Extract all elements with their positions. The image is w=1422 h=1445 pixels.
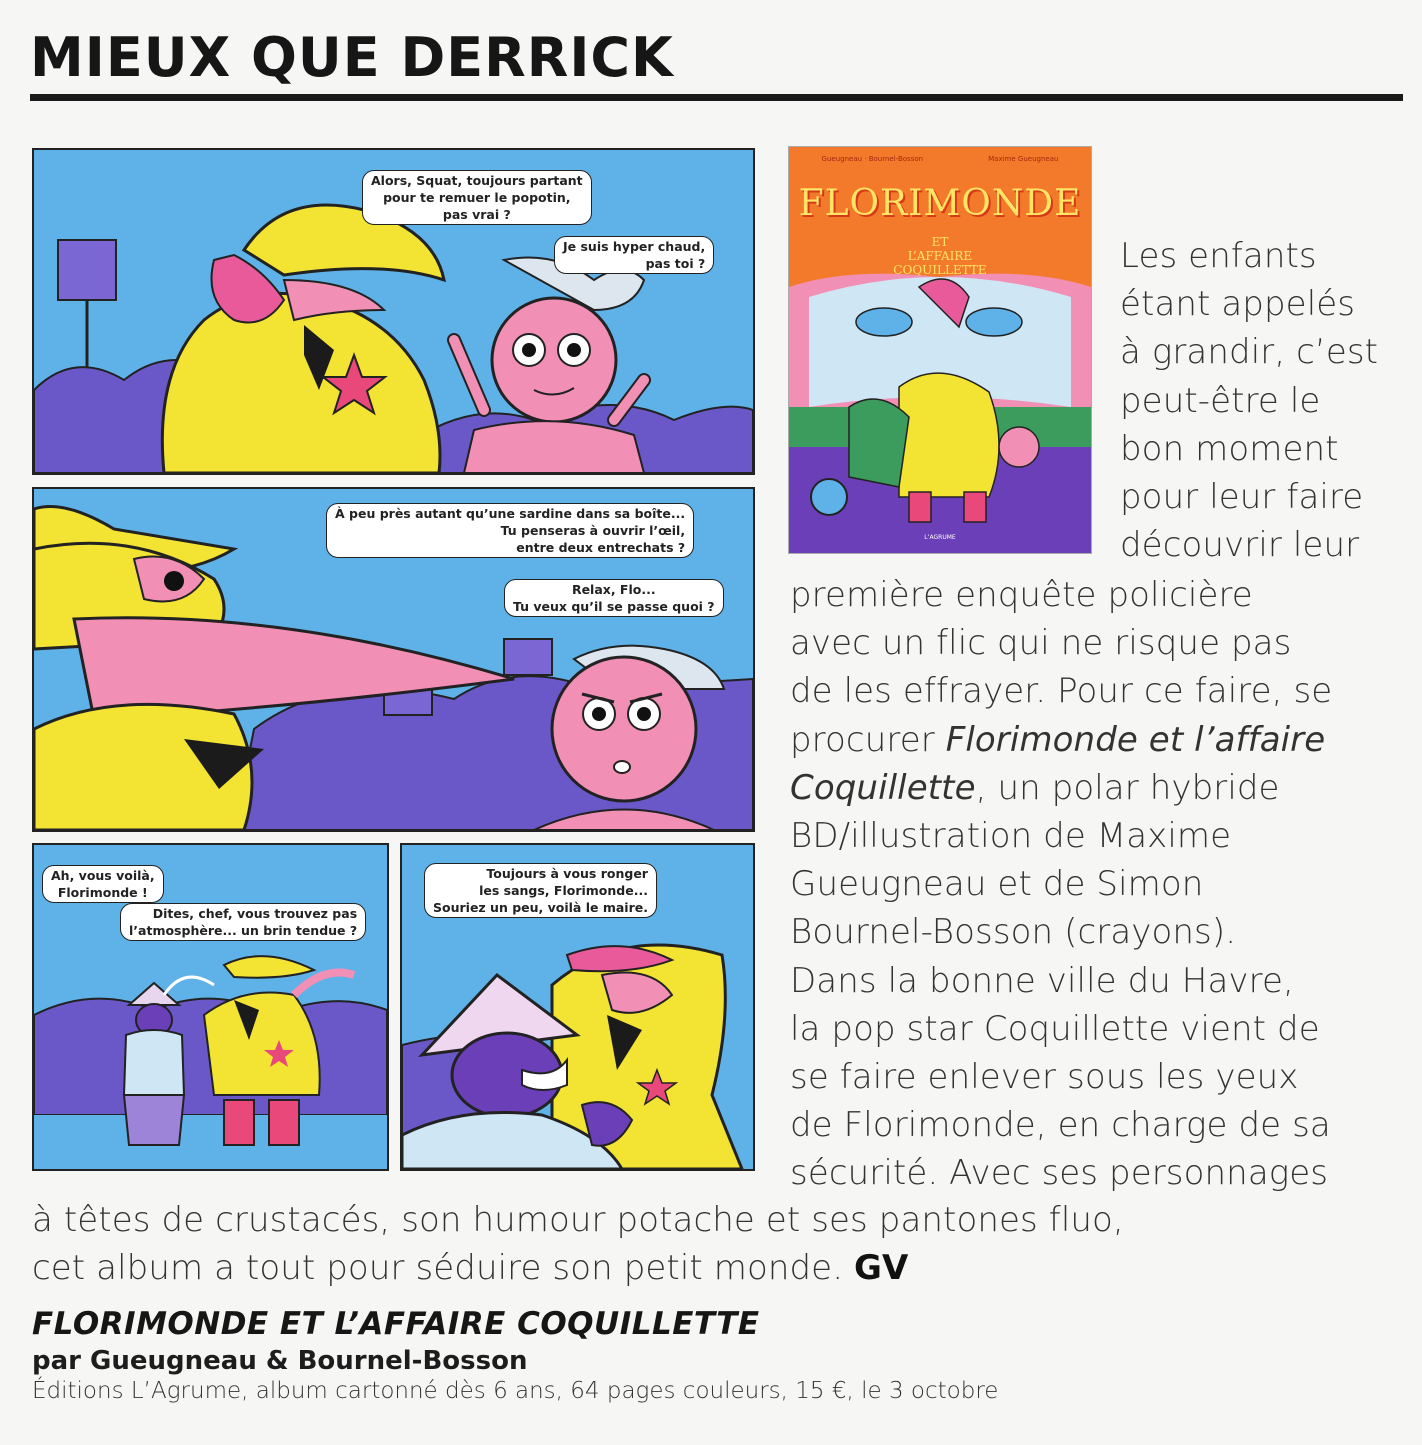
- comic-panel-2: [32, 487, 755, 832]
- speech-bubble: Relax, Flo... Tu veux qu’il se passe quoi ?: [504, 579, 724, 617]
- article-line: découvrir leur: [1120, 525, 1360, 566]
- article-line: première enquête policière: [790, 575, 1253, 615]
- speech-bubble: À peu près autant qu’une sardine dans sa boîte... Tu penseras à ouvrir l’œil, entre deux entrechats ?: [326, 503, 694, 558]
- headline-rule: [30, 94, 1403, 101]
- book-title: FLORIMONDE ET L’AFFAIRE COQUILLETTE: [32, 1306, 760, 1342]
- speech-bubble: Dites, chef, vous trouvez pas l’atmosphère... un brin tendue ?: [120, 903, 366, 941]
- article-text-wide: [790, 571, 1410, 1198]
- book-authors: par Gueugneau & Bournel-Bosson: [32, 1346, 528, 1376]
- cover-subtitle: ET L’AFFAIRE COQUILLETTE: [893, 235, 987, 277]
- article-line: Gueugneau et de Simon: [790, 864, 1204, 905]
- article-line: se faire enlever sous les yeux: [790, 1057, 1299, 1098]
- cover-title: FLORIMONDE: [798, 183, 1082, 224]
- cover-authors: Gueugneau · Bournel-Bosson Maxime Gueugneau: [821, 155, 1059, 163]
- article-text-column: [1120, 232, 1410, 569]
- article-line: bon moment: [1120, 428, 1339, 469]
- article-line: BD/illustration de Maxime: [790, 816, 1232, 857]
- article-line: Dans la bonne ville du Havre,: [790, 960, 1294, 1001]
- book-cover: [788, 146, 1092, 554]
- book-publication-info: Éditions L’Agrume, album cartonné dès 6 ans, 64 pages couleurs, 15 €, le 3 octobre: [32, 1378, 999, 1404]
- article-line: Les enfants: [1120, 236, 1317, 276]
- article-line: sécurité. Avec ses personnages: [790, 1153, 1329, 1194]
- cover-publisher: L’AGRUME: [924, 534, 956, 541]
- headline: MIEUX QUE DERRICK: [30, 26, 674, 89]
- book-title-inline: Coquillette: [790, 767, 976, 808]
- author-signature: GV: [854, 1248, 909, 1289]
- speech-bubble: Toujours à vous ronger les sangs, Florimonde... Souriez un peu, voilà le maire.: [424, 863, 657, 918]
- article-line: procurer Florimonde et l’affaire: [790, 719, 1326, 760]
- article-line: cet album a tout pour séduire son petit monde. GV: [32, 1248, 909, 1289]
- article-line: étant appelés: [1120, 284, 1356, 325]
- comic-panel-1: [32, 148, 755, 475]
- article-line: Coquillette, un polar hybride: [790, 767, 1280, 808]
- article-line: pour leur faire: [1120, 477, 1364, 518]
- article-line: avec un flic qui ne risque pas: [790, 623, 1292, 664]
- article-line: peut-être le: [1120, 380, 1321, 421]
- book-title-inline: Florimonde et l’affaire: [945, 719, 1326, 760]
- article-line: la pop star Coquillette vient de: [790, 1008, 1320, 1049]
- article-line: à têtes de crustacés, son humour potache et ses pantones fluo,: [32, 1200, 1124, 1240]
- speech-bubble: Je suis hyper chaud, pas toi ?: [554, 236, 714, 274]
- speech-bubble: Ah, vous voilà, Florimonde !: [42, 865, 164, 903]
- speech-bubble: Alors, Squat, toujours partant pour te remuer le popotin, pas vrai ?: [362, 170, 592, 225]
- article-line: à grandir, c’est: [1120, 332, 1379, 373]
- article-line: de les effrayer. Pour ce faire, se: [790, 671, 1333, 712]
- comic-panel-4: [400, 843, 755, 1171]
- comic-panel-3: [32, 843, 389, 1171]
- article-line: de Florimonde, en charge de sa: [790, 1105, 1331, 1146]
- article-line: Bournel-Bosson (crayons).: [790, 912, 1237, 953]
- article-text-bottom: [32, 1196, 1402, 1292]
